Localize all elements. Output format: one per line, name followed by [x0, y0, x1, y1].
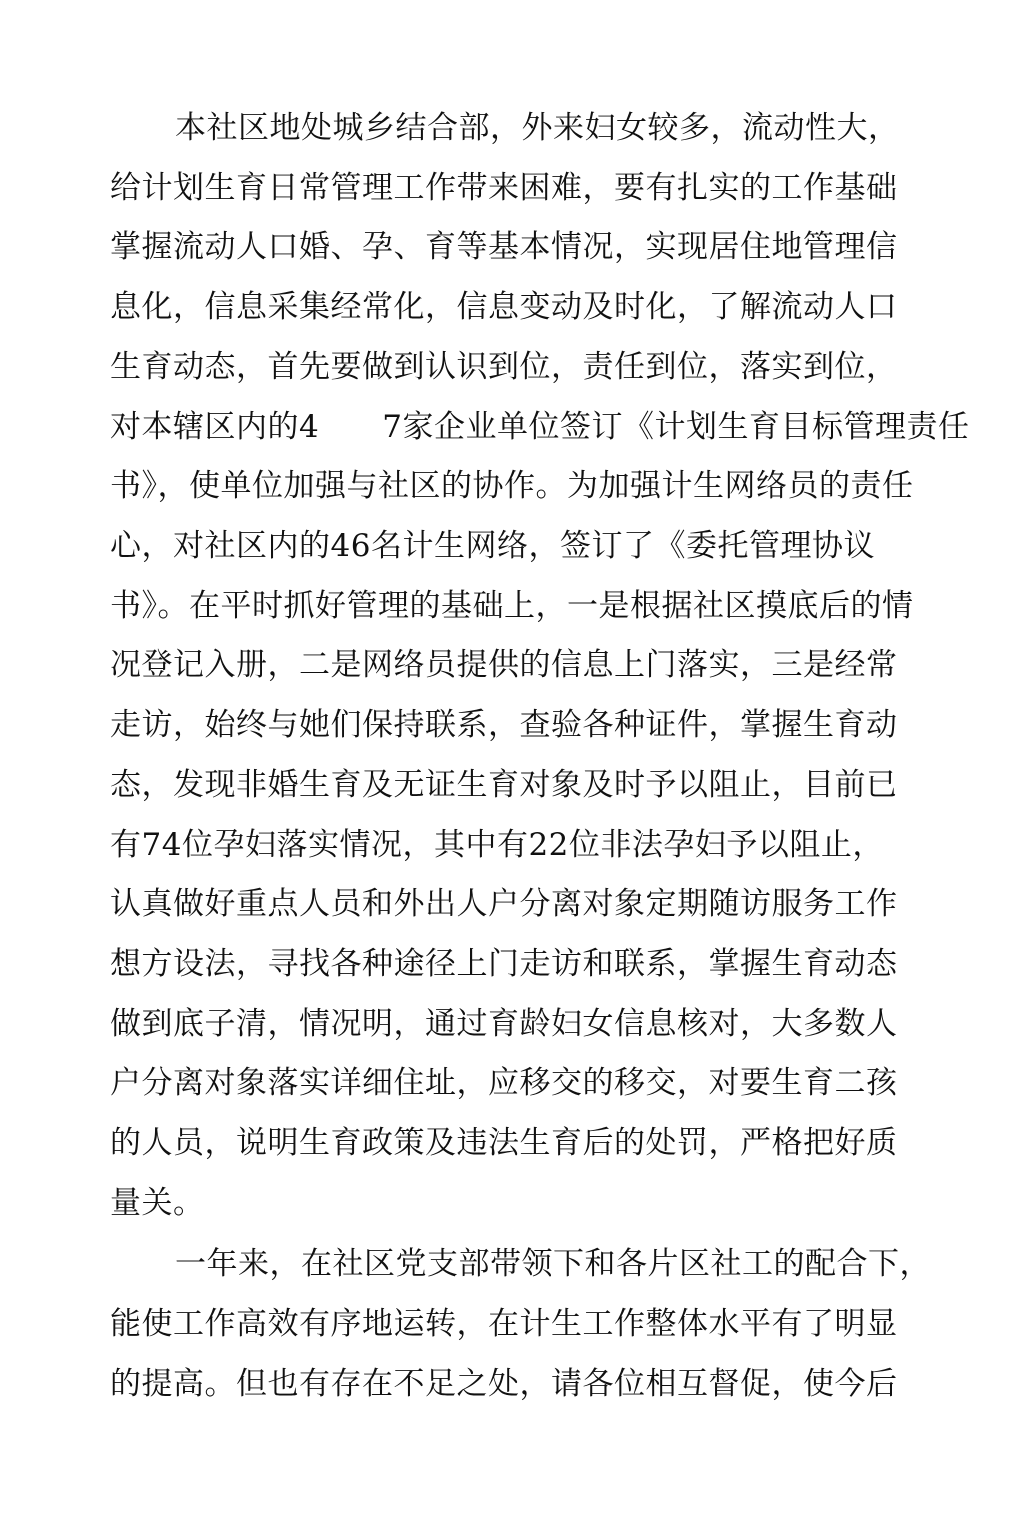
- paragraph-2-line-1: 一年来，在社区党支部带领下和各片区社工的配合下，: [175, 1246, 931, 1282]
- paragraph-1-line-9: 书》。在平时抓好管理的基础上，一是根据社区摸底后的情: [110, 588, 914, 624]
- paragraph-1-line-5: 生育动态，首先要做到认识到位，责任到位，落实到位，: [110, 349, 898, 385]
- paragraph-1-line-11: 走访，始终与她们保持联系，查验各种证件，掌握生育动: [110, 707, 898, 743]
- paragraph-1-line-15: 想方设法，寻找各种途径上门走访和联系，掌握生育动态: [110, 946, 898, 982]
- paragraph-1-line-12: 态，发现非婚生育及无证生育对象及时予以阻止，目前已: [110, 767, 898, 803]
- paragraph-1-line-18: 的人员，说明生育政策及违法生育后的处罚，严格把好质: [110, 1125, 898, 1161]
- paragraph-1-line-19: 量关。: [110, 1185, 205, 1221]
- paragraph-1-line-6: 对本辖区内的4 7家企业单位签订《计划生育目标管理责任: [110, 409, 970, 445]
- paragraph-1-line-16: 做到底子清，情况明，通过育龄妇女信息核对，大多数人: [110, 1006, 898, 1042]
- paragraph-1-line-7: 书》，使单位加强与社区的协作。为加强计生网络员的责任: [110, 468, 914, 504]
- paragraph-1-line-14: 认真做好重点人员和外出人户分离对象定期随访服务工作: [110, 886, 898, 922]
- paragraph-1-line-17: 户分离对象落实详细住址，应移交的移交，对要生育二孩: [110, 1065, 898, 1101]
- paragraph-2-line-3: 的提高。但也有存在不足之处，请各位相互督促，使今后: [110, 1366, 898, 1402]
- paragraph-1-line-2: 给计划生育日常管理工作带来困难，要有扎实的工作基础: [110, 170, 898, 206]
- paragraph-1-line-3: 掌握流动人口婚、孕、育等基本情况，实现居住地管理信: [110, 229, 898, 265]
- paragraph-1-line-8: 心，对社区内的46名计生网络，签订了《委托管理协议: [110, 528, 875, 564]
- paragraph-1-line-4: 息化，信息采集经常化，信息变动及时化，了解流动人口: [110, 289, 898, 325]
- paragraph-1-line-1: 本社区地处城乡结合部，外来妇女较多，流动性大，: [175, 110, 900, 146]
- paragraph-1-line-10: 况登记入册，二是网络员提供的信息上门落实，三是经常: [110, 647, 898, 683]
- paragraph-2-line-2: 能使工作高效有序地运转，在计生工作整体水平有了明显: [110, 1306, 898, 1342]
- paragraph-1-line-13: 有74位孕妇落实情况，其中有22位非法孕妇予以阻止，: [110, 827, 884, 863]
